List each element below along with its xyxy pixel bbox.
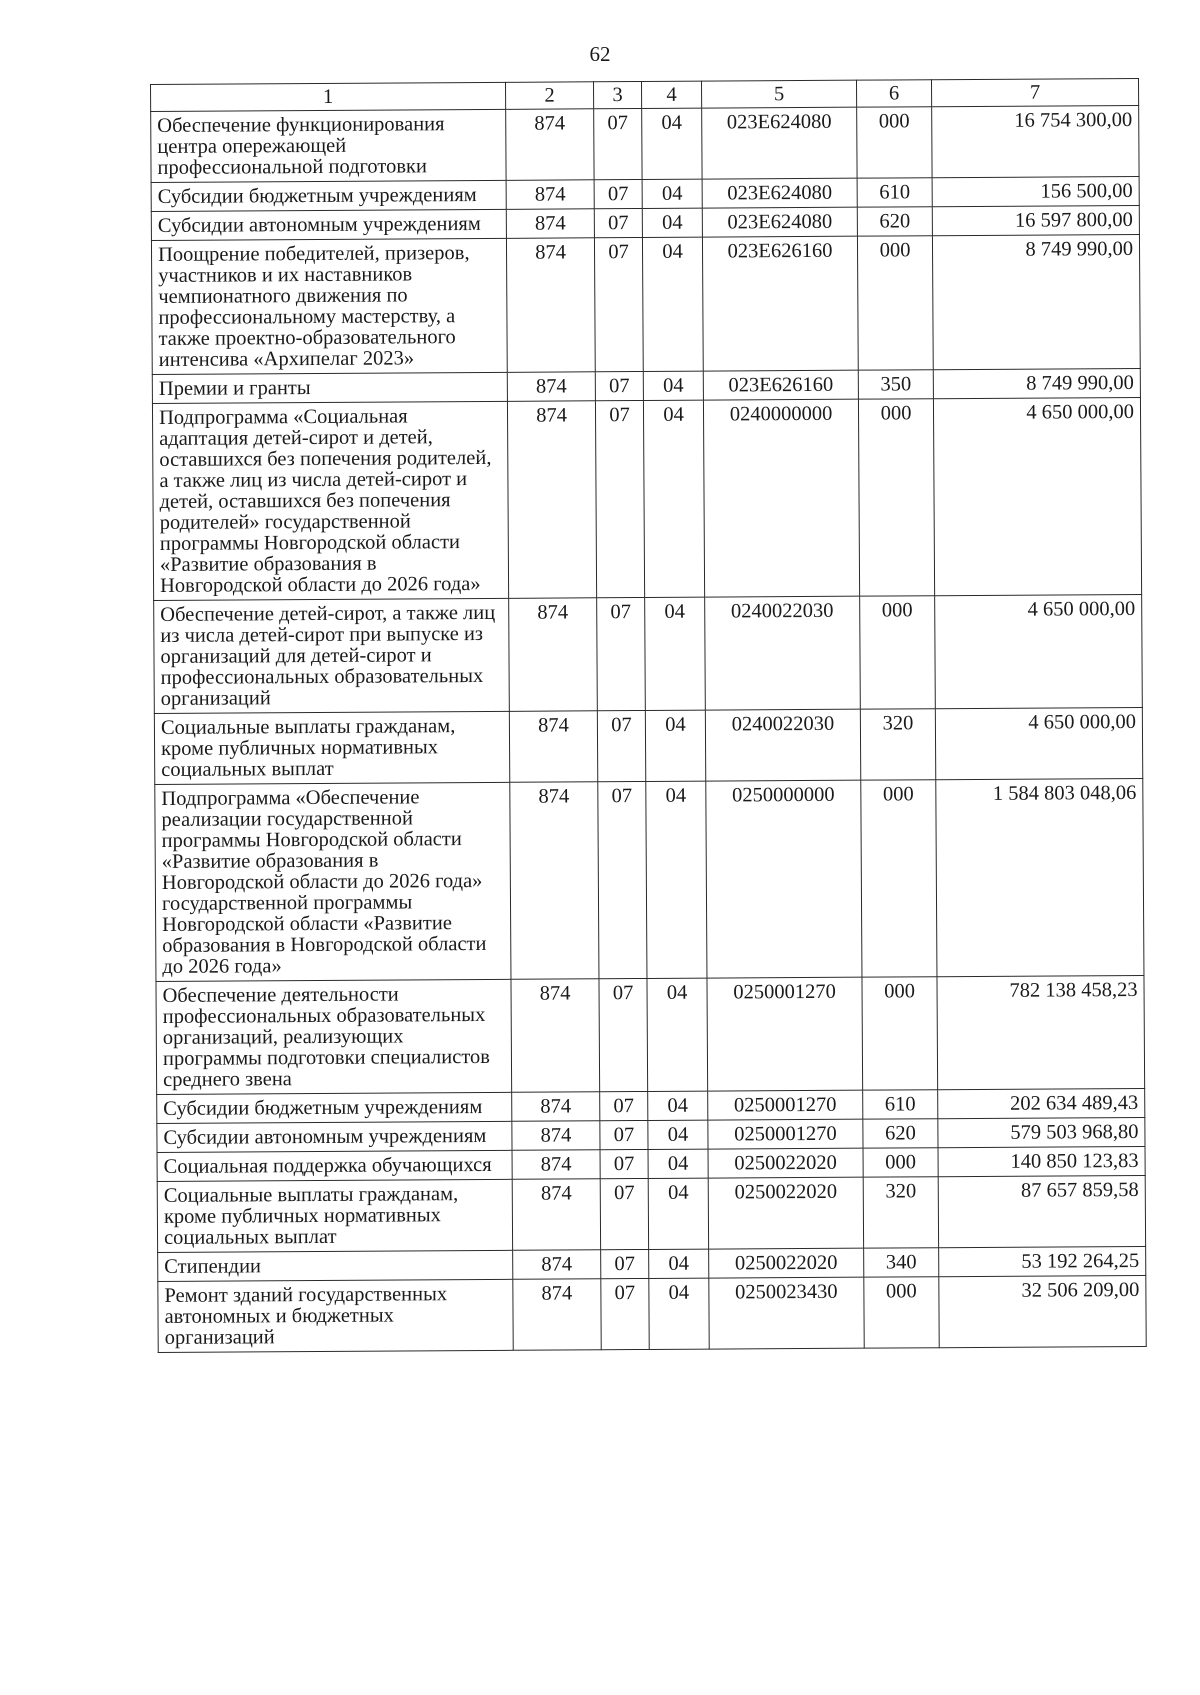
expense-type-code: 620 [857, 207, 932, 236]
target-article-code: 0240000000 [703, 399, 859, 597]
column-header: 3 [593, 81, 641, 108]
amount: 8 749 990,00 [933, 368, 1140, 398]
row-description: Стипендии [158, 1250, 513, 1281]
column-header: 4 [641, 81, 701, 108]
row-description: Подпрограмма «Обеспечение реализации государственной программы Новгородской области «Развитие образования в Новгородской области до 2026 года» государственной программы Новгородской области «Развитие образования в Новгородской области до 2026 года» [155, 782, 511, 981]
row-description: Обеспечение детей-сирот, а также лиц из числа детей-сирот при выпуске из организаций для детей-сирот и профессиональных образовательных организаций [154, 598, 510, 713]
ministry-code: 874 [511, 979, 600, 1093]
subsection-code: 04 [642, 108, 702, 179]
target-article-code: 0250022020 [708, 1148, 863, 1178]
expense-type-code: 000 [863, 1148, 938, 1177]
row-description: Субсидии автономным учреждениям [157, 1121, 512, 1152]
section-code: 07 [595, 400, 644, 597]
target-article-code: 0240022030 [705, 596, 861, 710]
table-row [154, 594, 1143, 713]
amount: 4 650 000,00 [935, 594, 1143, 708]
expense-type-code: 340 [864, 1248, 939, 1277]
section-code: 07 [595, 371, 643, 400]
target-article-code: 023E626160 [702, 236, 858, 371]
target-article-code: 0250001270 [707, 977, 863, 1091]
section-code: 07 [598, 781, 647, 978]
subsection-code: 04 [645, 710, 705, 781]
table-row [158, 1275, 1146, 1352]
ministry-code: 874 [507, 372, 595, 402]
ministry-code: 874 [506, 109, 594, 181]
target-article-code: 0250023430 [709, 1277, 864, 1349]
ministry-code: 874 [513, 1279, 601, 1351]
subsection-code: 04 [643, 371, 703, 400]
expense-type-code: 000 [860, 596, 936, 709]
table-row [151, 234, 1140, 374]
target-article-code: 023E624080 [702, 207, 857, 237]
target-article-code: 023E624080 [702, 107, 857, 179]
amount: 87 657 859,58 [938, 1175, 1145, 1247]
subsection-code: 04 [647, 978, 708, 1091]
row-description: Субсидии автономным учреждениям [151, 209, 506, 240]
amount: 782 138 458,23 [937, 975, 1145, 1089]
table-row [151, 105, 1139, 182]
ministry-code: 874 [513, 1250, 601, 1280]
ministry-code: 874 [506, 238, 595, 373]
section-code: 07 [600, 1149, 648, 1178]
row-description: Подпрограмма «Социальная адаптация детей-сирот и детей, оставшихся без попечения родителей, а также лиц из числа детей-сирот и детей, оставшихся без попечения родителей» государственной программы Новгородской области «Развитие образования в Новгородской области до 2026 года» [152, 401, 508, 600]
subsection-code: 04 [649, 1278, 709, 1349]
target-article-code: 0250000000 [706, 780, 862, 978]
target-article-code: 023E624080 [702, 178, 857, 208]
amount: 1 584 803 048,06 [936, 778, 1144, 976]
ministry-code: 874 [509, 598, 598, 712]
amount: 32 506 209,00 [939, 1275, 1146, 1347]
subsection-code: 04 [648, 1178, 708, 1249]
row-description: Социальные выплаты гражданам, кроме публичных нормативных социальных выплат [157, 1179, 512, 1252]
row-description: Премии и гранты [152, 372, 507, 403]
target-article-code: 0250022020 [708, 1177, 863, 1249]
row-description: Ремонт зданий государственных автономных и бюджетных организаций [158, 1279, 513, 1352]
subsection-code: 04 [645, 597, 706, 710]
row-description: Социальные выплаты гражданам, кроме публичных нормативных социальных выплат [154, 711, 509, 784]
ministry-code: 874 [512, 1121, 600, 1151]
section-code: 07 [594, 108, 642, 179]
row-description: Обеспечение деятельности профессиональных образовательных организаций, реализующих программы подготовки специалистов среднего звена [156, 979, 512, 1094]
subsection-code: 04 [646, 781, 707, 978]
amount: 140 850 123,83 [938, 1146, 1145, 1176]
ministry-code: 874 [507, 401, 596, 599]
expense-type-code: 000 [862, 977, 938, 1090]
subsection-code: 04 [649, 1249, 709, 1278]
ministry-code: 874 [510, 782, 599, 980]
expense-type-code: 350 [858, 370, 933, 399]
column-header: 7 [931, 78, 1138, 106]
target-article-code: 0240022030 [705, 709, 860, 781]
table-row [157, 1175, 1145, 1252]
column-header: 2 [505, 82, 593, 110]
table-row [156, 975, 1145, 1094]
subsection-code: 04 [648, 1091, 708, 1120]
ministry-code: 874 [512, 1150, 600, 1180]
expense-type-code: 320 [860, 709, 935, 780]
amount: 202 634 489,43 [938, 1088, 1145, 1118]
column-header: 6 [856, 80, 931, 107]
section-code: 07 [597, 710, 645, 781]
column-header: 1 [151, 82, 506, 111]
page-number: 62 [589, 42, 611, 66]
section-code: 07 [594, 179, 642, 208]
subsection-code: 04 [642, 208, 702, 237]
table-row [155, 778, 1144, 981]
subsection-code: 04 [643, 400, 704, 597]
amount: 4 650 000,00 [935, 707, 1142, 779]
row-description: Обеспечение функционирования центра опережающей профессиональной подготовки [151, 109, 506, 182]
amount: 4 650 000,00 [933, 397, 1141, 595]
section-code: 07 [600, 1178, 648, 1249]
expense-type-code: 610 [857, 178, 932, 207]
expense-type-code: 000 [864, 1277, 939, 1348]
target-article-code: 0250022020 [709, 1248, 864, 1278]
target-article-code: 0250001270 [708, 1090, 863, 1120]
column-header: 5 [701, 80, 856, 108]
row-description: Социальная поддержка обучающихся [157, 1150, 512, 1181]
subsection-code: 04 [648, 1120, 708, 1149]
expense-type-code: 620 [863, 1119, 938, 1148]
amount: 16 754 300,00 [932, 105, 1139, 177]
row-description: Субсидии бюджетным учреждениям [157, 1092, 512, 1123]
row-description: Субсидии бюджетным учреждениям [151, 180, 506, 211]
subsection-code: 04 [648, 1149, 708, 1178]
expense-type-code: 610 [863, 1090, 938, 1119]
amount: 53 192 264,25 [939, 1246, 1146, 1276]
expense-type-code: 000 [858, 399, 934, 596]
section-code: 07 [594, 237, 643, 371]
section-code: 07 [594, 208, 642, 237]
section-code: 07 [601, 1278, 649, 1349]
target-article-code: 023E626160 [703, 370, 858, 400]
expense-type-code: 000 [857, 236, 933, 370]
ministry-code: 874 [512, 1092, 600, 1122]
subsection-code: 04 [642, 179, 702, 208]
expense-type-code: 000 [857, 107, 932, 178]
ministry-code: 874 [506, 209, 594, 239]
expense-type-code: 000 [861, 780, 937, 977]
ministry-code: 874 [506, 180, 594, 210]
section-code: 07 [600, 1120, 648, 1149]
amount: 8 749 990,00 [932, 234, 1140, 369]
amount: 156 500,00 [932, 176, 1139, 206]
budget-table [150, 78, 1147, 1353]
target-article-code: 0250001270 [708, 1119, 863, 1149]
amount: 16 597 800,00 [932, 205, 1139, 235]
expense-type-code: 320 [863, 1177, 938, 1248]
row-description: Поощрение победителей, призеров, участников и их наставников чемпионатного движения по профессиональному мастерству, а также проектно-образовательного интенсива «Архипелаг 2023» [151, 238, 507, 374]
section-code: 07 [600, 1091, 648, 1120]
ministry-code: 874 [512, 1179, 600, 1251]
table-row [154, 707, 1142, 784]
ministry-code: 874 [509, 711, 597, 783]
subsection-code: 04 [642, 237, 703, 371]
section-code: 07 [599, 978, 648, 1091]
section-code: 07 [597, 597, 646, 710]
amount: 579 503 968,80 [938, 1117, 1145, 1147]
section-code: 07 [601, 1249, 649, 1278]
table-row [152, 397, 1141, 600]
